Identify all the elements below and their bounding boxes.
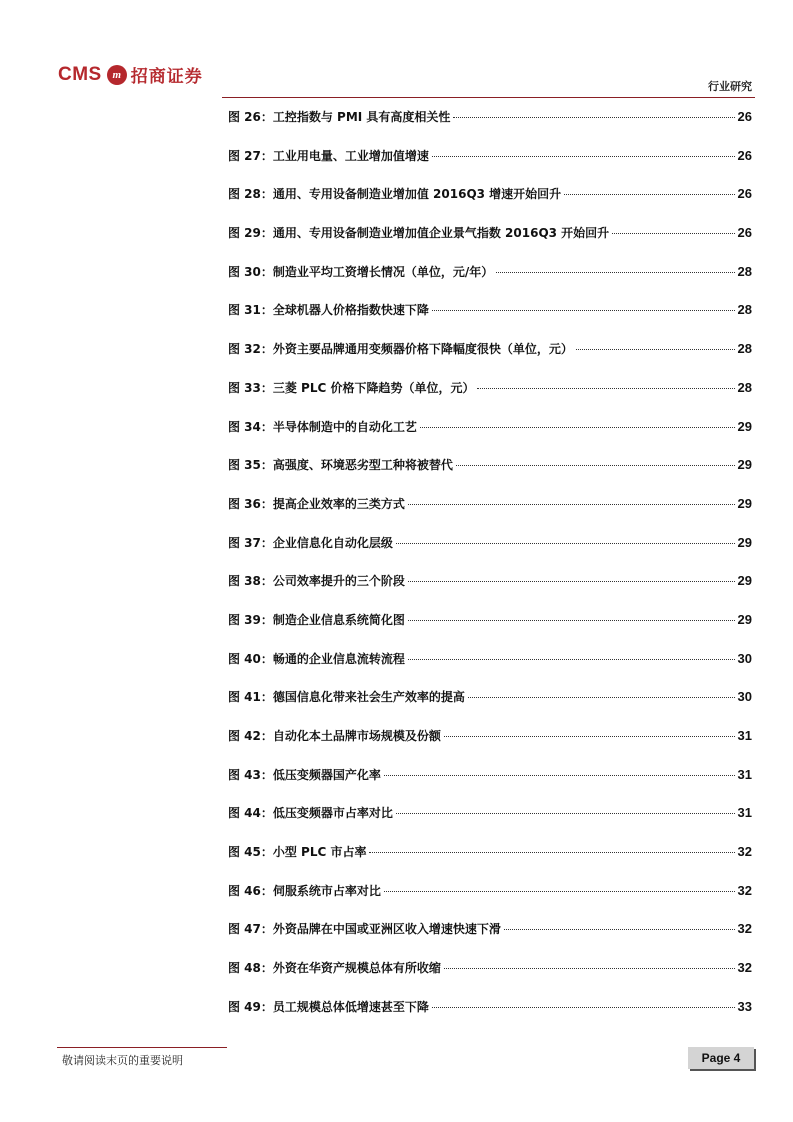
toc-entry-label: 图 27：工业用电量、工业增加值增速 xyxy=(228,148,429,163)
toc-leader-dots xyxy=(444,736,735,737)
toc-entry-label: 图 43：低压变频器国产化率 xyxy=(228,767,381,782)
toc-leader-dots xyxy=(432,310,735,311)
toc-entry-page: 29 xyxy=(737,495,752,511)
toc-leader-dots xyxy=(468,697,735,698)
toc-leader-dots xyxy=(396,543,735,544)
toc-entry[interactable] xyxy=(228,688,752,727)
toc-leader-dots xyxy=(564,194,734,195)
toc-leader-dots xyxy=(453,117,734,118)
toc-entry-page: 32 xyxy=(737,882,752,898)
logo-mark-icon: m xyxy=(107,65,127,85)
toc-entry-page: 26 xyxy=(737,225,752,241)
toc-leader-dots xyxy=(384,891,735,892)
table-of-figures xyxy=(228,108,752,1037)
toc-entry-page: 30 xyxy=(737,689,752,705)
toc-leader-dots xyxy=(408,659,735,660)
toc-leader-dots xyxy=(444,968,735,969)
toc-leader-dots xyxy=(408,504,735,505)
toc-entry-label: 图 32：外资主要品牌通用变频器价格下降幅度很快（单位，元） xyxy=(228,342,573,357)
toc-leader-dots xyxy=(612,233,734,234)
toc-entry-label: 图 39：制造企业信息系统简化图 xyxy=(228,612,405,627)
toc-entry-page: 28 xyxy=(737,302,752,318)
toc-leader-dots xyxy=(420,427,735,428)
toc-entry-page: 26 xyxy=(737,147,752,163)
toc-entry-page: 29 xyxy=(737,418,752,434)
toc-entry-label: 图 35：高强度、环境恶劣型工种将被替代 xyxy=(228,458,453,473)
toc-entry-label: 图 30：制造业平均工资增长情况（单位，元/年） xyxy=(228,264,494,279)
toc-entry-label: 图 29：通用、专用设备制造业增加值企业景气指数 2016Q3 开始回升 xyxy=(228,226,610,241)
toc-entry-page: 29 xyxy=(737,534,752,550)
toc-entry[interactable] xyxy=(228,224,752,263)
toc-leader-dots xyxy=(369,852,734,853)
toc-leader-dots xyxy=(396,813,735,814)
toc-entry[interactable] xyxy=(228,766,752,805)
toc-entry-page: 28 xyxy=(737,263,752,279)
toc-leader-dots xyxy=(477,388,734,389)
toc-entry-page: 32 xyxy=(737,921,752,937)
toc-entry-page: 26 xyxy=(737,109,752,124)
section-label: 行业研究 xyxy=(708,80,752,93)
toc-entry-page: 33 xyxy=(737,998,752,1014)
toc-entry[interactable] xyxy=(228,882,752,921)
toc-leader-dots xyxy=(408,620,735,621)
toc-entry-label: 图 46：伺服系统市占率对比 xyxy=(228,883,381,898)
logo-chinese-name: 招商证券 xyxy=(130,67,203,87)
toc-entry[interactable] xyxy=(228,920,752,959)
toc-entry-page: 29 xyxy=(737,573,752,589)
toc-entry[interactable] xyxy=(228,263,752,302)
toc-entry[interactable] xyxy=(228,998,752,1037)
toc-entry[interactable] xyxy=(228,301,752,340)
toc-leader-dots xyxy=(456,465,735,466)
toc-entry-label: 图 26：工控指数与 PMI 具有高度相关性 xyxy=(228,110,451,124)
toc-entry-page: 29 xyxy=(737,457,752,473)
toc-entry-label: 图 44：低压变频器市占率对比 xyxy=(228,806,393,821)
toc-leader-dots xyxy=(384,775,735,776)
toc-entry[interactable] xyxy=(228,147,752,186)
toc-entry[interactable] xyxy=(228,418,752,457)
footer-divider xyxy=(57,1047,227,1048)
toc-entry-label: 图 28：通用、专用设备制造业增加值 2016Q3 增速开始回升 xyxy=(228,187,562,202)
toc-entry[interactable] xyxy=(228,456,752,495)
toc-entry-label: 图 48：外资在华资产规模总体有所收缩 xyxy=(228,961,441,976)
toc-entry-page: 32 xyxy=(737,960,752,976)
toc-entry-label: 图 31：全球机器人价格指数快速下降 xyxy=(228,303,429,318)
page-number-badge: Page 4 xyxy=(688,1047,754,1069)
toc-entry-label: 图 47：外资品牌在中国或亚洲区收入增速快速下滑 xyxy=(228,922,501,937)
toc-entry[interactable] xyxy=(228,611,752,650)
toc-leader-dots xyxy=(432,1007,735,1008)
toc-leader-dots xyxy=(504,929,735,930)
toc-entry-page: 28 xyxy=(737,341,752,357)
toc-entry-label: 图 38：公司效率提升的三个阶段 xyxy=(228,574,405,589)
toc-entry-label: 图 40：畅通的企业信息流转流程 xyxy=(228,651,405,666)
logo-cms-text: CMS xyxy=(58,63,102,85)
toc-entry-label: 图 36：提高企业效率的三类方式 xyxy=(228,496,405,511)
footer-disclaimer: 敬请阅读末页的重要说明 xyxy=(62,1054,183,1067)
toc-entry-label: 图 34：半导体制造中的自动化工艺 xyxy=(228,419,417,434)
toc-entry-label: 图 42：自动化本土品牌市场规模及份额 xyxy=(228,729,441,743)
toc-leader-dots xyxy=(432,156,735,157)
toc-entry[interactable] xyxy=(228,534,752,573)
toc-entry-label: 图 33：三菱 PLC 价格下降趋势（单位，元） xyxy=(228,380,475,395)
toc-entry[interactable] xyxy=(228,185,752,224)
toc-leader-dots xyxy=(576,349,735,350)
toc-entry-page: 29 xyxy=(737,611,752,627)
toc-entry-page: 28 xyxy=(737,379,752,395)
toc-entry[interactable] xyxy=(228,727,752,766)
toc-entry-page: 31 xyxy=(737,766,752,782)
toc-entry-label: 图 45：小型 PLC 市占率 xyxy=(228,845,367,860)
toc-entry-page: 31 xyxy=(737,805,752,821)
toc-entry[interactable] xyxy=(228,108,752,147)
toc-entry-page: 30 xyxy=(737,650,752,666)
company-logo xyxy=(58,62,203,87)
toc-entry[interactable] xyxy=(228,804,752,843)
toc-entry-label: 图 49：员工规模总体低增速甚至下降 xyxy=(228,999,429,1014)
toc-leader-dots xyxy=(408,581,735,582)
toc-entry-label: 图 41：德国信息化带来社会生产效率的提高 xyxy=(228,690,465,705)
toc-entry[interactable] xyxy=(228,959,752,998)
toc-entry[interactable] xyxy=(228,379,752,418)
toc-entry-page: 31 xyxy=(737,728,752,743)
toc-entry[interactable] xyxy=(228,650,752,689)
toc-entry-page: 26 xyxy=(737,186,752,202)
toc-entry[interactable] xyxy=(228,843,752,882)
toc-entry[interactable] xyxy=(228,572,752,611)
toc-entry-label: 图 37：企业信息化自动化层级 xyxy=(228,535,393,550)
toc-entry[interactable] xyxy=(228,340,752,379)
header-divider xyxy=(222,97,755,98)
toc-entry[interactable] xyxy=(228,495,752,534)
toc-entry-page: 32 xyxy=(737,844,752,860)
toc-leader-dots xyxy=(496,272,734,273)
